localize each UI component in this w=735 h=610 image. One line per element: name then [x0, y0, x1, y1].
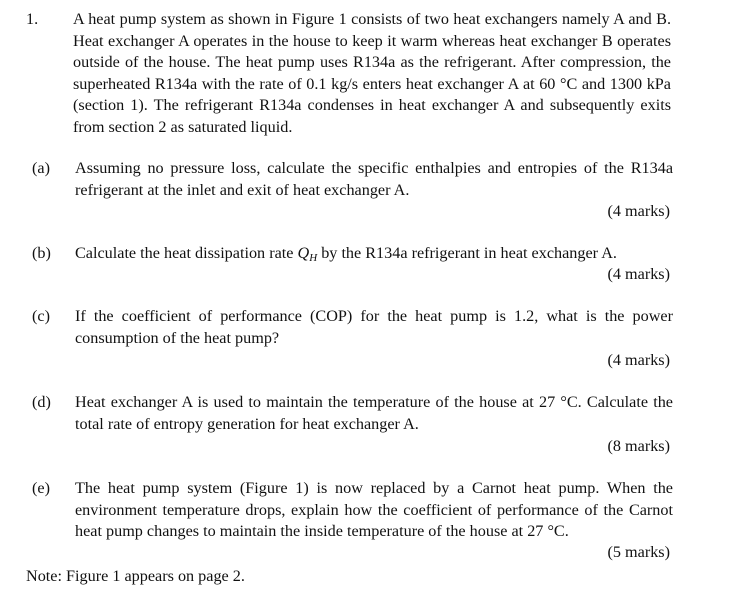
- part-text: [75, 243, 673, 265]
- part-text: The heat pump system (Figure 1) is now replaced by a Carnot heat pump. When the environment temperature drops, explain how the coefficient of performance of the Carnot heat pump changes to maintain the inside temperature of the house at 27 °C.: [75, 479, 673, 541]
- part-text-end: by the R134a refrigerant in heat exchanger A.: [317, 244, 617, 262]
- part-label: (a): [32, 159, 50, 177]
- part-marks: (4 marks): [607, 265, 670, 283]
- figure-note: Note: Figure 1 appears on page 2.: [26, 567, 245, 585]
- question-number: 1.: [26, 10, 39, 28]
- part-marks: (5 marks): [607, 543, 670, 561]
- part-label: (b): [32, 244, 51, 262]
- part-marks: (4 marks): [607, 351, 670, 369]
- part-text: Heat exchanger A is used to maintain the temperature of the house at 27 °C. Calculate the total rate of entropy generation for heat exchanger A.: [75, 393, 673, 433]
- question-intro: A heat pump system as shown in Figure 1 consists of two heat exchangers namely A and B. Heat exchanger A operates in the house to keep it warm whereas heat exchanger B operates outside of the house. The heat pump uses R134a as the refrigerant. After compression, the superheated R134a with the rate of 0.1 kg/s enters heat exchanger A at 60 °C and 1300 kPa (section 1). The refrigerant R134a condenses in heat exchanger A and subsequently exits from section 2 as saturated liquid.: [73, 10, 671, 136]
- part-text: Assuming no pressure loss, calculate the specific enthalpies and entropies of the R134a refrigerant at the inlet and exit of heat exchanger A.: [75, 159, 673, 199]
- part-marks: (4 marks): [607, 202, 670, 220]
- part-label: (c): [32, 307, 50, 325]
- heat-rate-subscript: H: [309, 252, 318, 264]
- part-marks: (8 marks): [607, 437, 670, 455]
- heat-rate-symbol: Q: [297, 244, 310, 262]
- part-text-start: Calculate the heat dissipation rate: [75, 244, 298, 262]
- part-label: (d): [32, 393, 51, 411]
- part-label: (e): [32, 479, 50, 497]
- part-text: If the coefficient of performance (COP) for the heat pump is 1.2, what is the power consumption of the heat pump?: [75, 307, 673, 347]
